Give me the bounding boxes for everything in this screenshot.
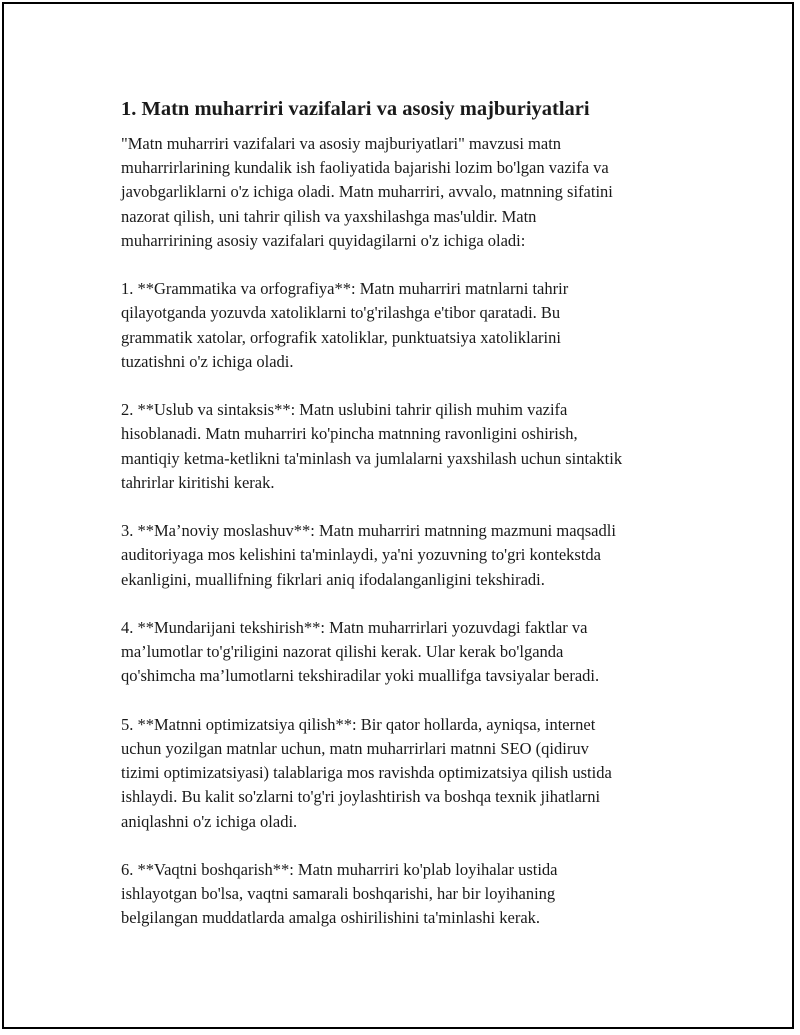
item-optimization-paragraph: 5. **Matnni optimizatsiya qilish**: Bir qator hollarda, ayniqsa, internet uchun yozilgan matnlar uchun, matn muharrirlari matnni SEO (qidiruv tizimi optimizatsiyasi) talablariga mos ravishda optimizatsiya qilish ustida ishlaydi. Bu kalit so'zlarni to'g'ri joylashtirish va boshqa texnik jihatlarni aniqlashni o'z ichiga oladi. [121, 714, 612, 831]
section-heading: 1. Matn muharriri vazifalari va asosiy majburiyatlari [121, 98, 590, 120]
item-semantic-paragraph: 3. **Ma’noviy moslashuv**: Matn muharriri matnning mazmuni maqsadli auditoriyaga mos kelishini ta'minlaydi, ya'ni yozuvning to'gri kontekstda ekanligini, muallifning fikrlari aniq ifodalanganligini tekshiradi. [121, 521, 616, 589]
item-time-management-paragraph: 6. **Vaqtni boshqarish**: Matn muharriri ko'plab loyihalar ustida ishlayotgan bo'lsa, vaqtni samarali boshqarishi, har bir loyihaning belgilangan muddatlarda amalga oshirilishini ta'minlashi kerak. [121, 860, 558, 928]
item-grammar-paragraph: 1. **Grammatika va orfografiya**: Matn muharriri matnlarni tahrir qilayotganda yozuvda xatoliklarni to'g'rilashga e'tibor qaratadi. Bu grammatik xatolar, orfografik xatoliklar, punktuatsiya xatoliklarini tuzatishni o'z ichiga oladi. [121, 279, 569, 371]
document-body [121, 96, 691, 955]
page-frame [2, 2, 794, 1029]
item-style-paragraph: 2. **Uslub va sintaksis**: Matn uslubini tahrir qilish muhim vazifa hisoblanadi. Matn muharriri ko'pincha matnning ravonligini oshirish, mantiqiy ketma-ketlikni ta'minlash va jumlalarni yaxshilash uchun sintaktik tahrirlar kiritishi kerak. [121, 400, 623, 492]
item-content-check-paragraph: 4. **Mundarijani tekshirish**: Matn muharrirlari yozuvdagi faktlar va ma’lumotlar to'g'riligini nazorat qilishi kerak. Ular kerak bo'lganda qo'shimcha ma’lumotlarni tekshiradilar yoki muallifga tavsiyalar beradi. [121, 618, 600, 686]
intro-paragraph: "Matn muharriri vazifalari va asosiy majburiyatlari" mavzusi matn muharrirlarining kundalik ish faoliyatida bajarishi lozim bo'lgan vazifa va javobgarliklarni o'z ichiga oladi. Matn muharriri, avvalo, matnning sifatini nazorat qilish, uni tahrir qilish va yaxshilashga mas'uldir. Matn muharririning asosiy vazifalari quyidagilarni o'z ichiga oladi: [121, 134, 613, 250]
